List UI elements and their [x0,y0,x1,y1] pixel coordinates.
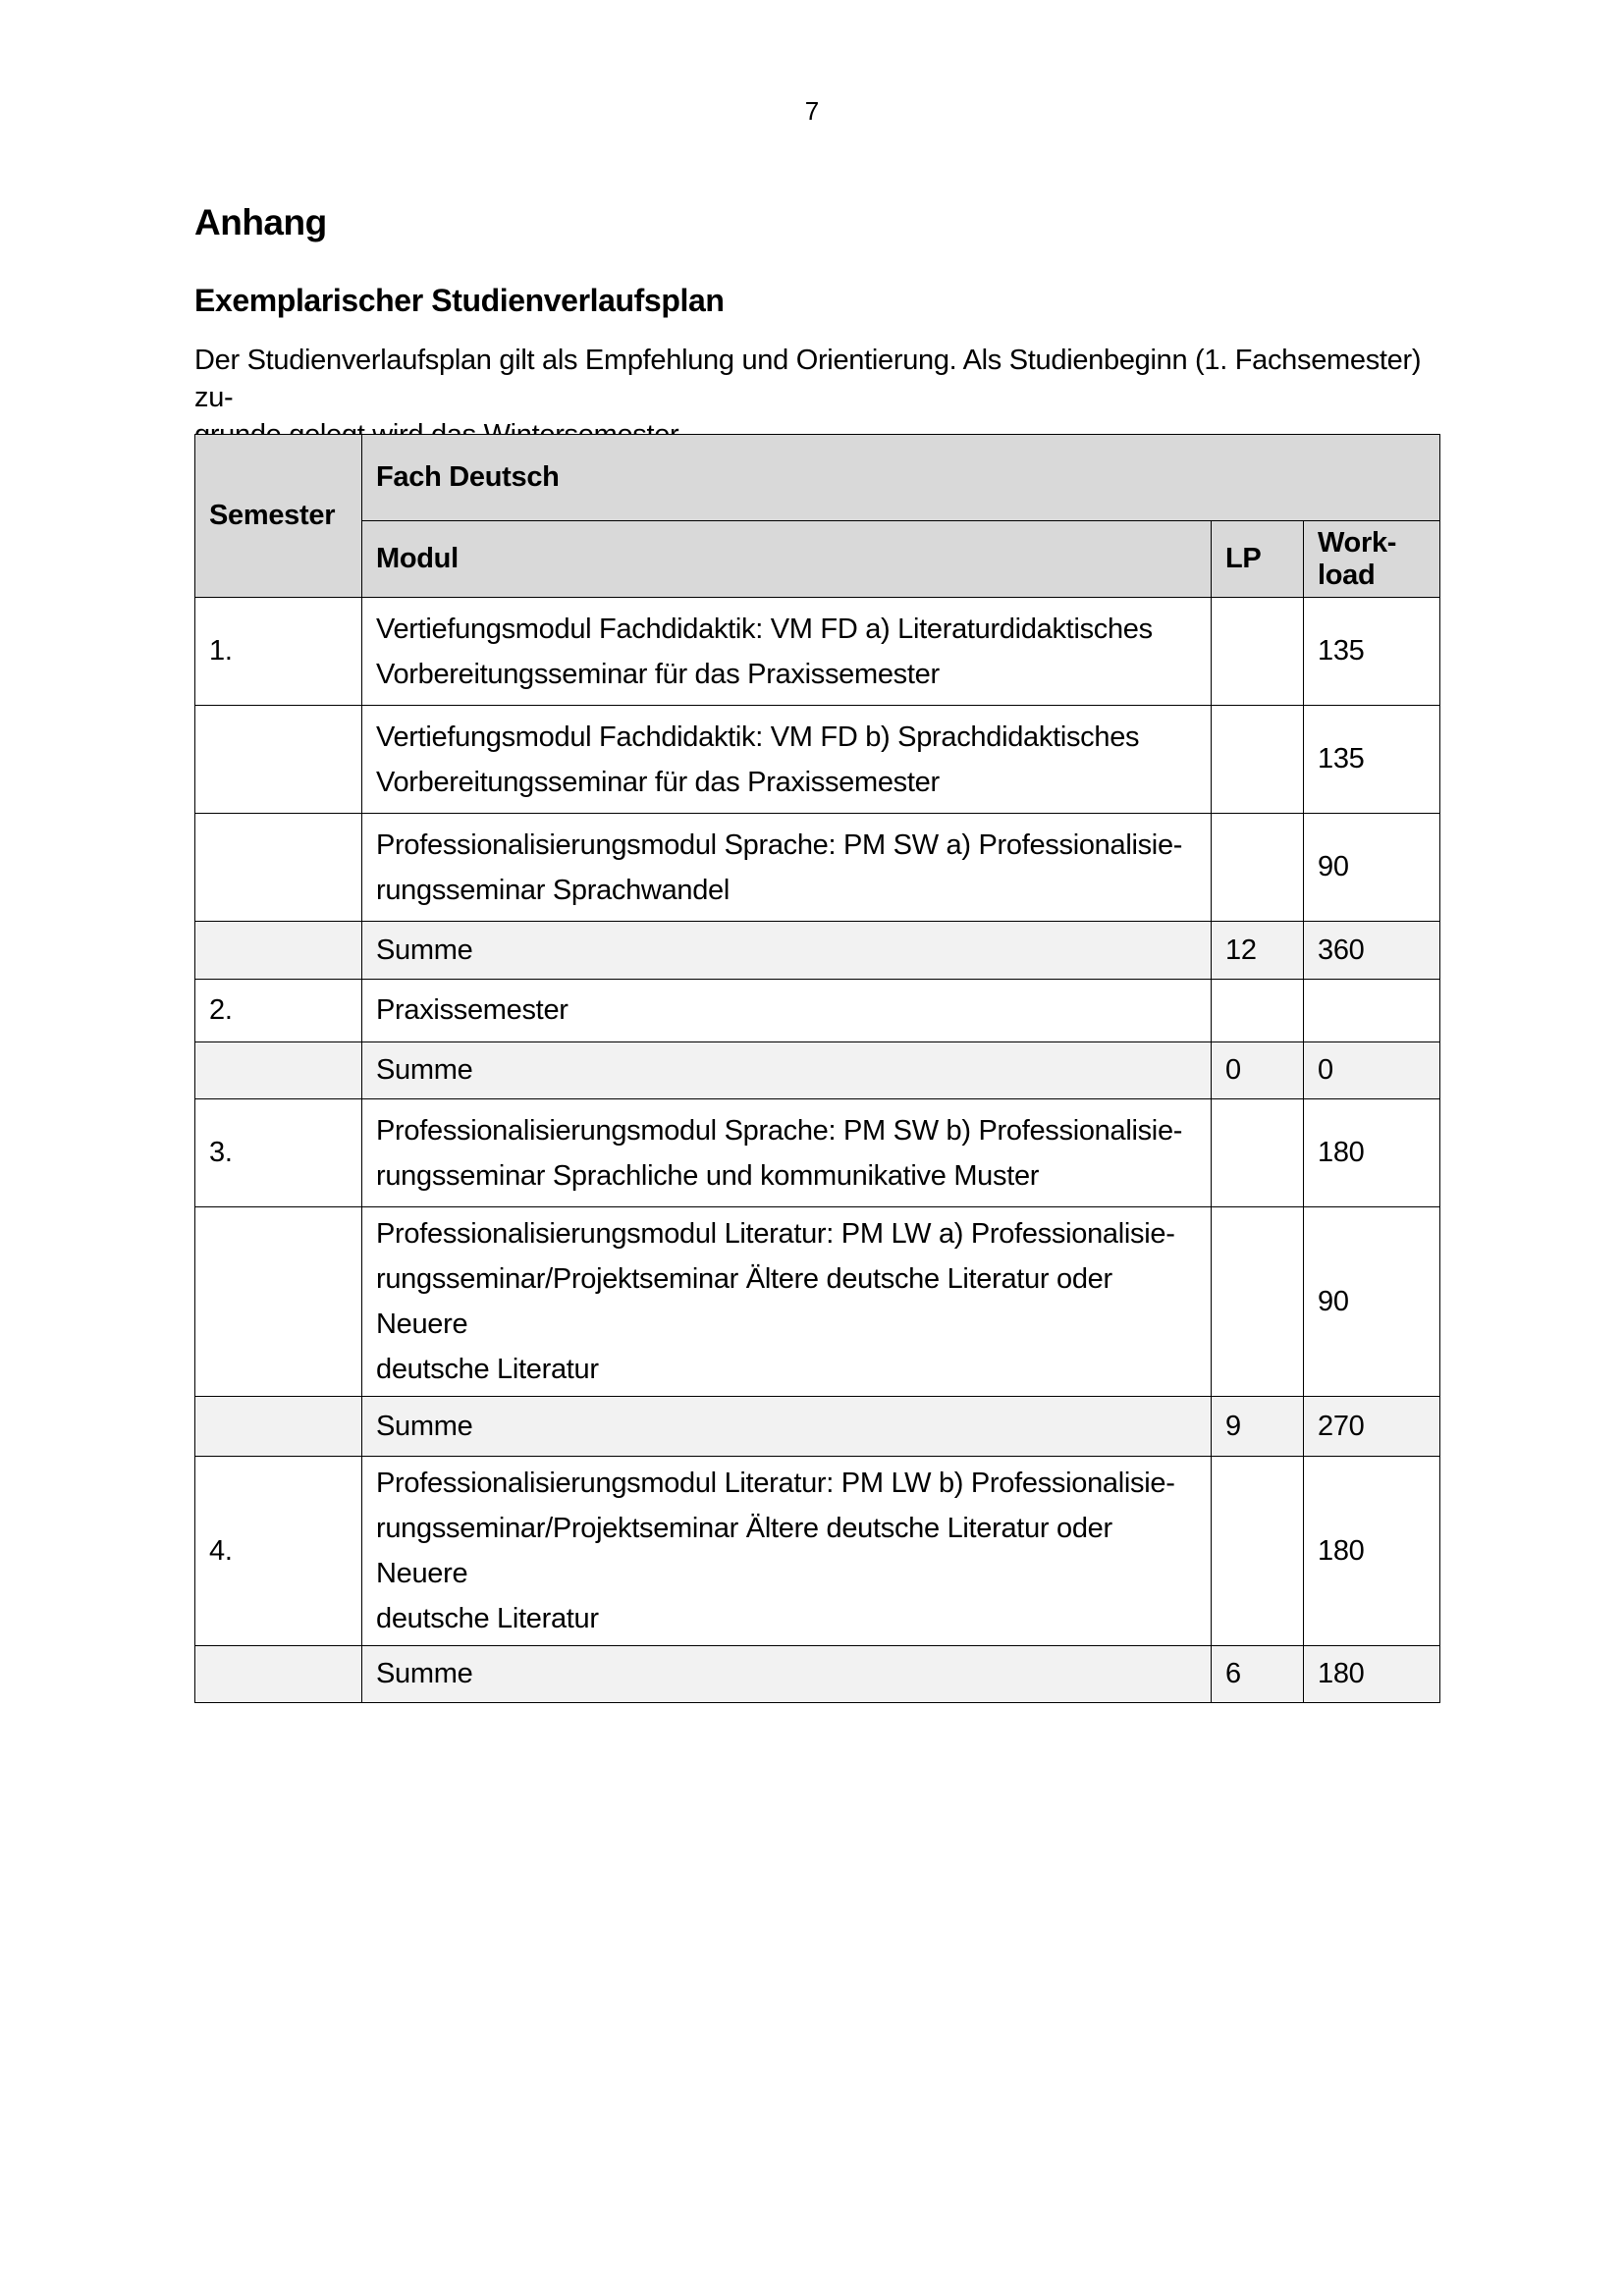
header-workload-line: load [1318,559,1376,591]
table-row [195,598,1440,706]
table-row [195,980,1440,1042]
semester-cell [195,1042,362,1099]
modul-cell: Praxissemester [362,980,1212,1042]
semester-cell: 4. [195,1457,362,1646]
workload-cell: 0 [1304,1042,1440,1099]
sum-row [195,922,1440,980]
modul-line: deutsche Literatur [376,1354,599,1385]
section-heading: Anhang [194,202,327,242]
lp-cell: 0 [1212,1042,1304,1099]
sum-label: Summe [362,1646,1212,1703]
modul-line: Professionalisierungsmodul Sprache: PM SW a) Professionalisie- [376,828,1183,861]
workload-cell: 90 [1304,814,1440,922]
header-modul: Modul [362,521,1212,598]
semester-cell [195,1397,362,1457]
modul-cell [362,598,1212,706]
table-row [195,706,1440,814]
subsection-heading: Exemplarischer Studienverlaufsplan [194,283,725,318]
table-row [195,1457,1440,1646]
modul-cell [362,1099,1212,1207]
study-plan-table [194,434,1440,1703]
modul-line: Vertiefungsmodul Fachdidaktik: VM FD a) Literaturdidaktisches [376,613,1153,645]
sum-row [195,1042,1440,1099]
sum-label: Summe [362,1397,1212,1457]
workload-cell: 180 [1304,1646,1440,1703]
workload-cell: 90 [1304,1207,1440,1397]
lp-cell: 9 [1212,1397,1304,1457]
modul-cell [362,706,1212,814]
lp-cell [1212,706,1304,814]
modul-line: rungsseminar/Projektseminar Ältere deutsche Literatur oder Neuere [376,1513,1112,1589]
lp-cell [1212,598,1304,706]
modul-cell [362,1457,1212,1646]
modul-line: rungsseminar/Projektseminar Ältere deutsche Literatur oder Neuere [376,1263,1112,1340]
modul-line: Professionalisierungsmodul Literatur: PM LW b) Professionalisie- [376,1468,1175,1499]
semester-cell: 2. [195,980,362,1042]
header-lp: LP [1212,521,1304,598]
modul-line: Professionalisierungsmodul Sprache: PM SW b) Professionalisie- [376,1114,1183,1147]
semester-cell [195,1646,362,1703]
semester-cell: 1. [195,598,362,706]
modul-line: rungsseminar Sprachwandel [376,874,731,906]
lp-cell: 12 [1212,922,1304,980]
sum-label: Summe [362,922,1212,980]
page-number: 7 [804,96,820,126]
header-semester: Semester [195,435,362,598]
lp-cell [1212,980,1304,1042]
lp-cell [1212,814,1304,922]
semester-cell [195,1207,362,1397]
modul-line: Vorbereitungsseminar für das Praxissemester [376,658,940,690]
table-row [195,1207,1440,1397]
workload-cell: 270 [1304,1397,1440,1457]
lp-cell [1212,1099,1304,1207]
table-row [195,1099,1440,1207]
modul-cell [362,814,1212,922]
intro-line: Der Studienverlaufsplan gilt als Empfehlung und Orientierung. Als Studienbeginn (1. Fachsemester) zu- [194,345,1422,413]
semester-cell [195,814,362,922]
modul-line: Vorbereitungsseminar für das Praxissemester [376,766,940,798]
workload-cell: 180 [1304,1457,1440,1646]
lp-cell [1212,1207,1304,1397]
workload-cell: 360 [1304,922,1440,980]
header-workload [1304,521,1440,598]
sum-row [195,1646,1440,1703]
lp-cell: 6 [1212,1646,1304,1703]
workload-cell [1304,980,1440,1042]
semester-cell [195,922,362,980]
header-fach: Fach Deutsch [362,435,1440,521]
sum-label: Summe [362,1042,1212,1099]
workload-cell: 180 [1304,1099,1440,1207]
modul-line: rungsseminar Sprachliche und kommunikative Muster [376,1159,1040,1192]
modul-line: Professionalisierungsmodul Literatur: PM LW a) Professionalisie- [376,1218,1175,1250]
semester-cell [195,706,362,814]
sum-row [195,1397,1440,1457]
modul-line: deutsche Literatur [376,1603,599,1634]
workload-cell: 135 [1304,706,1440,814]
modul-cell [362,1207,1212,1397]
modul-line: Vertiefungsmodul Fachdidaktik: VM FD b) Sprachdidaktisches [376,721,1140,753]
lp-cell [1212,1457,1304,1646]
workload-cell: 135 [1304,598,1440,706]
header-workload-line: Work- [1318,526,1397,559]
semester-cell: 3. [195,1099,362,1207]
table-row [195,814,1440,922]
